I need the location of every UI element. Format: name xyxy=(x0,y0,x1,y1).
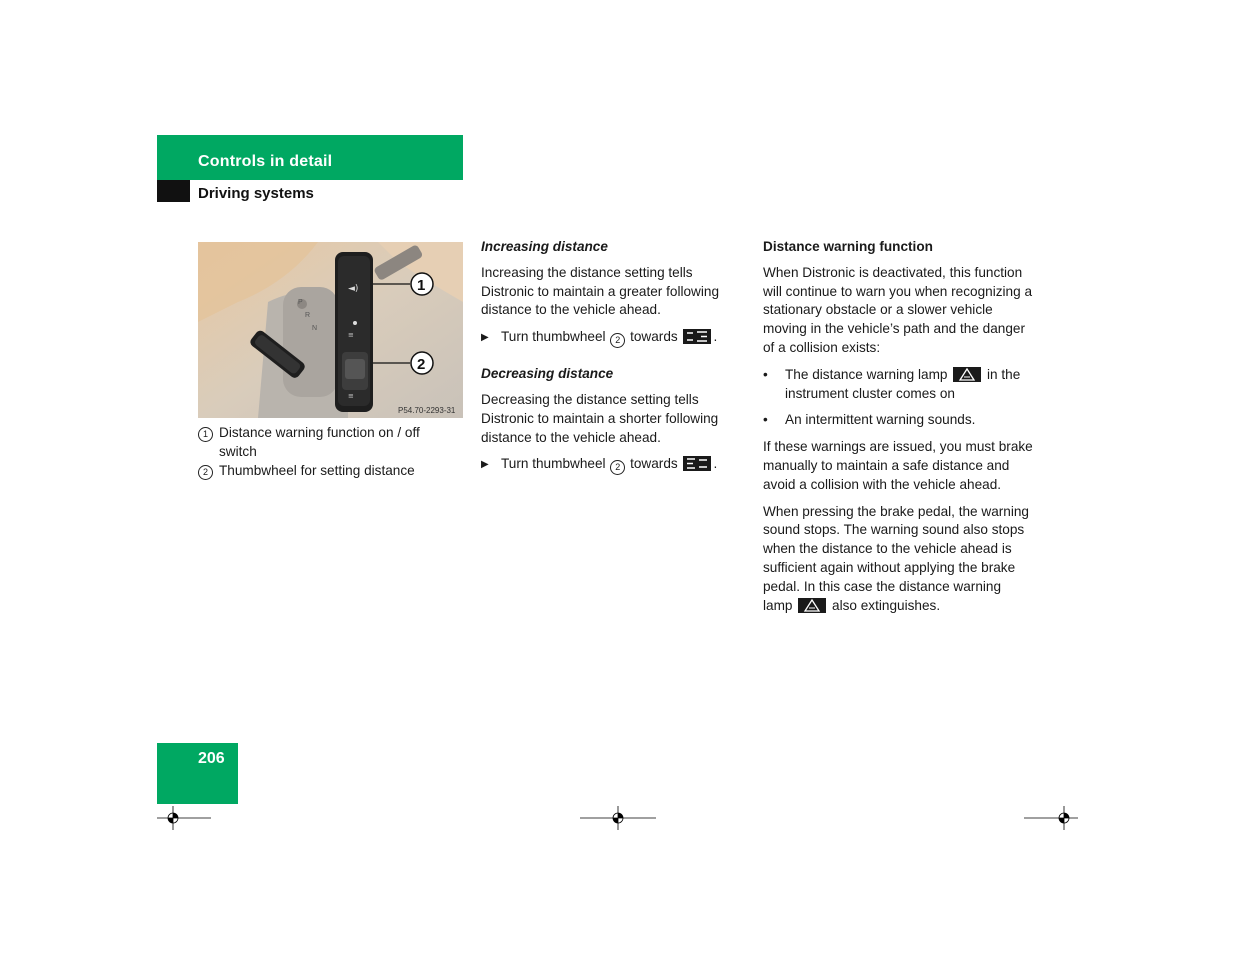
warning-paragraph xyxy=(763,503,1033,616)
paragraph-text: also extinguishes. xyxy=(832,597,941,613)
figure-caption xyxy=(198,424,458,480)
increasing-body: Increasing the distance setting tells Distronic to maintain a greater following distance to the vehicle ahead. xyxy=(481,264,720,318)
caption-text: Distance warning function on / off switch xyxy=(219,425,420,459)
bullet-text: in the instrument cluster comes on xyxy=(785,366,1021,401)
step-arrow-icon: ▶ xyxy=(481,459,489,471)
registration-mark-icon xyxy=(1024,806,1078,835)
caption-number: 1 xyxy=(198,427,213,442)
step-number: 2 xyxy=(610,333,625,348)
svg-text:P: P xyxy=(298,299,303,306)
svg-text:R: R xyxy=(305,312,311,319)
warning-heading: Distance warning function xyxy=(763,239,933,254)
bullet-dot: • xyxy=(763,412,768,428)
svg-text:≡: ≡ xyxy=(348,392,354,400)
decreasing-body: Decreasing the distance setting tells Distronic to maintain a shorter following distance to the vehicle ahead. xyxy=(481,391,719,445)
step-text: Turn thumbwheel xyxy=(501,329,606,345)
warning-bullet xyxy=(763,411,1033,430)
subsection-title: Driving systems xyxy=(198,185,314,202)
bullet-text: The distance warning lamp xyxy=(785,366,948,382)
increase-distance-icon xyxy=(683,329,711,344)
step-text: Turn thumbwheel xyxy=(501,456,606,472)
distronic-control-photo xyxy=(198,242,463,418)
subsection-tab xyxy=(157,180,190,202)
increasing-step xyxy=(481,328,743,348)
bullet-text: An intermittent warning sounds. xyxy=(785,412,976,428)
caption-item xyxy=(198,424,458,462)
decreasing-heading: Decreasing distance xyxy=(481,366,614,382)
warning-bullet xyxy=(763,366,1033,404)
distance-warning-lamp-icon xyxy=(953,367,981,382)
decreasing-step xyxy=(481,455,743,475)
callout-1: 1 xyxy=(417,277,426,294)
distance-warning-lamp-icon xyxy=(798,598,826,613)
callout-2: 2 xyxy=(417,356,426,373)
bullet-dot: • xyxy=(763,366,768,382)
warning-paragraph: If these warnings are issued, you must brake manually to maintain a safe distance and avoid a collision with the vehicle ahead. xyxy=(763,439,1033,492)
paragraph-text: When pressing the brake pedal, the warning sound stops. The warning sound also stops when the distance to the vehicle ahead is sufficient again without applying the brake pedal. In this case the distance warning lamp xyxy=(763,503,1029,613)
caption-text: Thumbwheel for setting distance xyxy=(219,462,415,478)
distance-setting-column xyxy=(481,238,743,475)
step-text: . xyxy=(713,456,718,472)
warning-intro: When Distronic is deactivated, this function will continue to warn you when recognizing a stationary obstacle or a slower vehicle moving in the vehicle’s path and the danger of a collision exists: xyxy=(763,264,1033,355)
svg-text:◄): ◄) xyxy=(348,284,359,294)
section-title: Controls in detail xyxy=(198,153,333,170)
page-number: 206 xyxy=(198,750,225,767)
svg-text:N: N xyxy=(312,325,318,332)
registration-mark-icon xyxy=(580,806,656,835)
decrease-distance-icon xyxy=(683,456,711,471)
figure-code: P54.70-2293-31 xyxy=(398,406,456,415)
caption-item xyxy=(198,462,458,481)
step-text: towards xyxy=(630,456,678,472)
svg-text:≡: ≡ xyxy=(348,331,354,339)
step-arrow-icon: ▶ xyxy=(481,332,489,344)
step-text: . xyxy=(713,329,718,345)
step-number: 2 xyxy=(610,460,625,475)
caption-number: 2 xyxy=(198,465,213,480)
registration-mark-icon xyxy=(157,806,211,835)
increasing-heading: Increasing distance xyxy=(481,239,608,254)
warning-column xyxy=(763,238,1033,615)
step-text: towards xyxy=(630,329,678,345)
